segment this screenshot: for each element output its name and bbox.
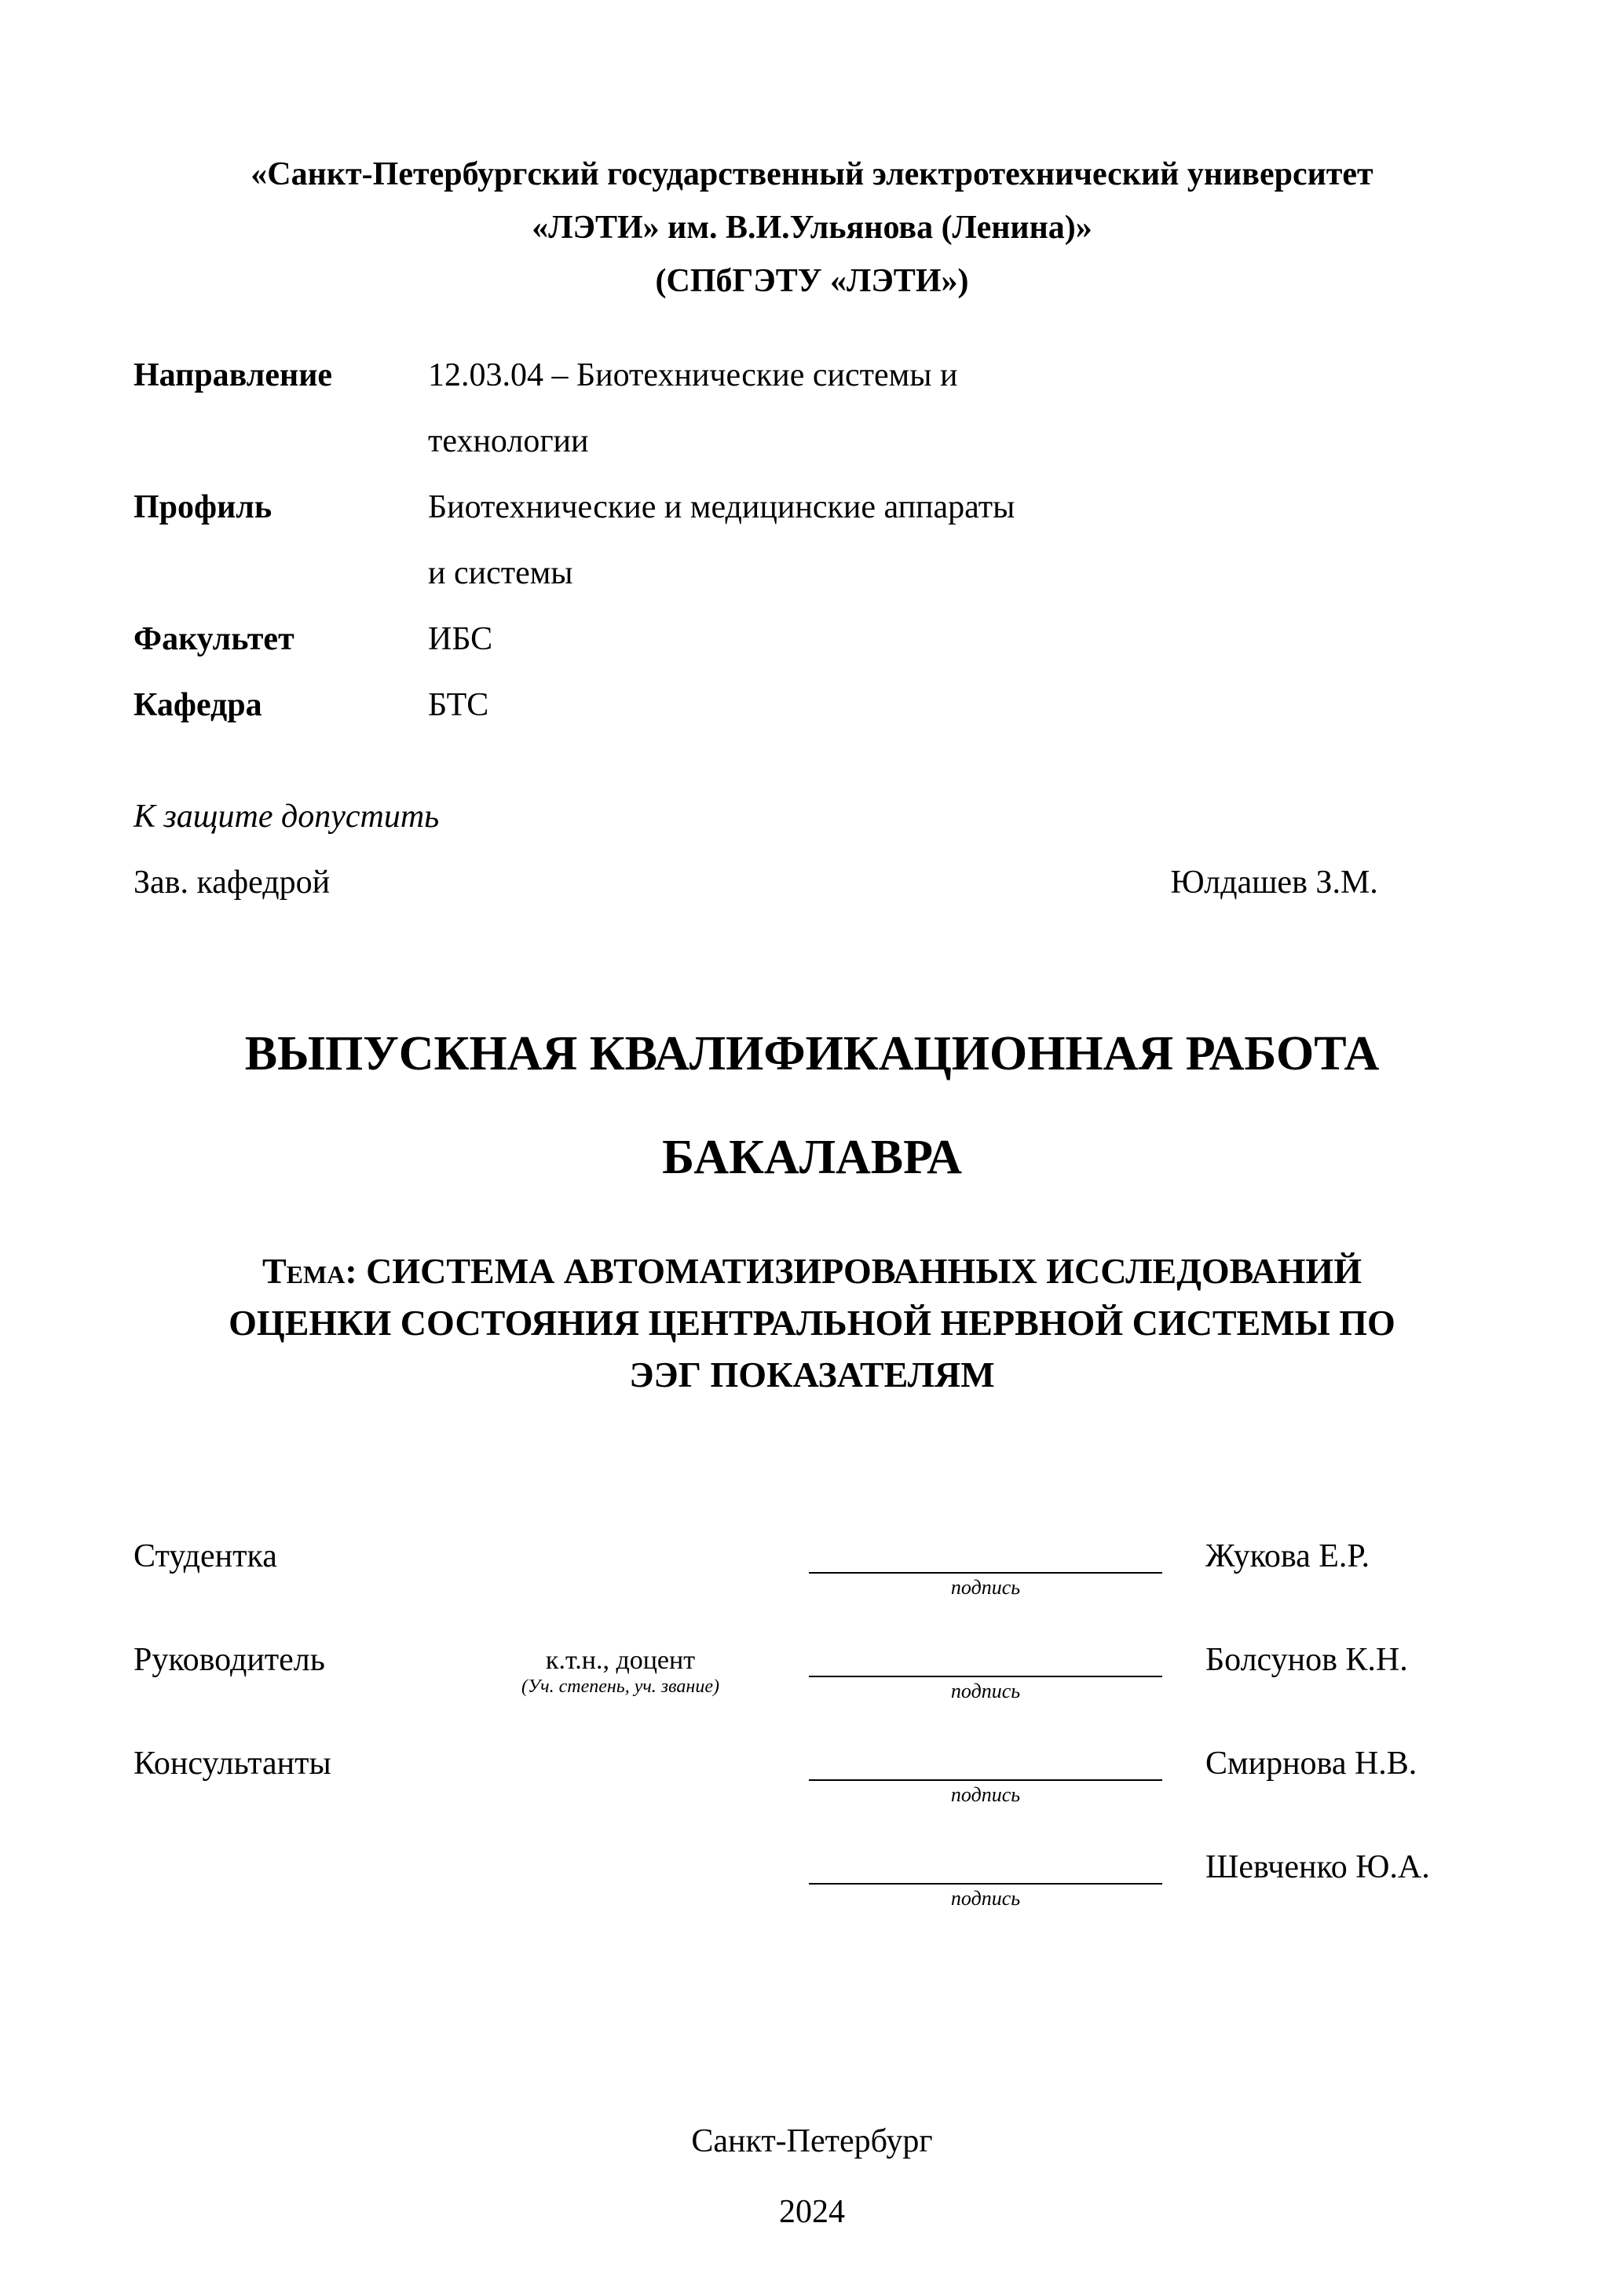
person-name: Болсунов К.Н. [1205,1642,1408,1678]
signature-cell [809,1534,1162,1600]
role-label: Руководитель [134,1642,325,1678]
program-fields [0,342,1624,738]
field-label-faculty: Факультет [134,621,294,657]
field-value-line: 12.03.04 – Биотехнические системы и [428,357,958,393]
university-name-line-2: «ЛЭТИ» им. В.И.Ульянова (Ленина)» [532,210,1092,246]
signature-caption: подпись [950,1887,1021,1910]
signature-row-consultant-2 [134,1845,1624,1949]
field-value-line: технологии [428,423,589,459]
signature-row-supervisor [134,1638,1624,1742]
signature-row-student [134,1534,1624,1638]
person-name: Смирнова Н.В. [1205,1746,1417,1782]
field-label-direction: Направление [134,357,333,393]
role-label: Консультанты [134,1746,331,1782]
degree-cell-empty [432,1742,809,1749]
field-label-department: Кафедра [134,687,262,723]
signatures-block [0,1534,1624,1949]
field-value-department [428,672,488,738]
university-name-line-1: «Санкт-Петербургский государственный электротехнический университет [251,156,1373,192]
signature-caption: подпись [950,1680,1021,1702]
footer-city: Санкт-Петербург [691,2123,933,2159]
university-header [0,148,1624,308]
footer-year: 2024 [779,2194,845,2230]
signature-row-consultant-1 [134,1742,1624,1845]
university-abbreviation: (СПбГЭТУ «ЛЭТИ») [655,263,969,299]
field-value-line: БТС [428,687,489,723]
signature-cell [809,1638,1162,1704]
admission-block [0,784,1624,916]
work-title-line-2: БАКАЛАВРА [662,1131,962,1184]
signature-cell [809,1742,1162,1808]
degree-cell [432,1638,809,1698]
signature-caption: подпись [950,1576,1021,1599]
footer-block [0,2106,1624,2247]
field-value-line: и системы [428,555,573,591]
person-name: Шевченко Ю.А. [1205,1849,1430,1885]
field-row-faculty [134,606,1624,672]
field-value-faculty [428,606,492,672]
field-row-profile [134,474,1624,606]
work-title-line-1: ВЫПУСКНАЯ КВАЛИФИКАЦИОННАЯ РАБОТА [244,1027,1380,1080]
field-value-line: Биотехнические и медицинские аппараты [428,489,1015,525]
degree-label: к.т.н., доцент [545,1646,696,1675]
topic-text: СИСТЕМА АВТОМАТИЗИРОВАННЫХ ИССЛЕДОВАНИЙ ОЦЕНКИ СОСТОЯНИЯ ЦЕНТРАЛЬНОЙ НЕРВНОЙ СИСТЕМЫ ПО ЭЭГ ПОКАЗАТЕЛЯМ [229,1251,1395,1395]
department-head-label: Зав. кафедрой [134,865,331,901]
work-title [0,1002,1624,1209]
signature-caption: подпись [950,1783,1021,1806]
topic-heading [199,1245,1425,1401]
field-label-profile: Профиль [134,489,272,525]
signature-cell [809,1845,1162,1911]
topic-label: Тема: [262,1251,357,1291]
field-value-profile [428,474,1015,606]
field-value-line: ИБС [428,621,493,657]
person-name: Жукова Е.Р. [1205,1538,1370,1574]
role-label: Студентка [134,1538,277,1574]
field-value-direction [428,342,957,474]
admission-note: К защите допустить [134,799,440,835]
signature-line [809,1742,1162,1781]
admission-row [134,850,1624,916]
degree-cell-empty [432,1534,809,1542]
field-row-department [134,672,1624,738]
degree-cell-empty [432,1845,809,1853]
signature-line [809,1534,1162,1574]
department-head-name: Юлдашев З.М. [1170,865,1378,901]
degree-note: (Уч. степень, уч. звание) [521,1676,719,1697]
signature-line [809,1638,1162,1677]
signature-line [809,1845,1162,1885]
field-row-direction [134,342,1624,474]
